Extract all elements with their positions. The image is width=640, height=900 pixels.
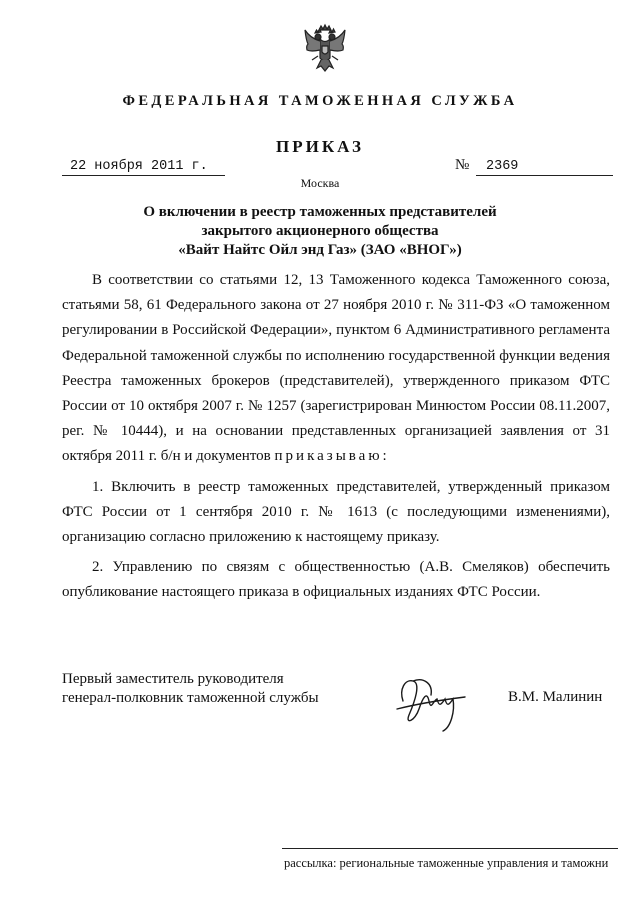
subject-line: закрытого акционерного общества [201,223,439,239]
order-date: 22 ноября 2011 г. [62,158,225,176]
document-type: ПРИКАЗ [276,137,364,156]
preamble-text: В соответствии со статьями 12, 13 Таможенного кодекса Таможенного союза, статьями 58, 61 Федерального закона от 27 ноября 2010 г. № 311-ФЗ «О таможенном регулировании в Российской Федерации», пунктом 6 Административного регламента Федеральной таможенной службы по исполнению государственной функции ведения Реестра таможенных брокеров (представителей), утвержденного приказом ФТС России от 10 октября 2007 г. № 1257 (зарегистрирован Минюстом России 08.11.2007, рег. № 10444), и на основании представленных организацией заявления от 31 октября 2011 г. б/н и документов [62,272,610,465]
footer-divider [282,848,618,849]
city: Москва [300,176,340,190]
signatory-position [62,670,319,708]
agency-title: ФЕДЕРАЛЬНАЯ ТАМОЖЕННАЯ СЛУЖБА [122,93,518,109]
order-item-2: 2. Управлению по связям с общественностью (А.В. Смеляков) обеспечить опубликование настоящего приказа в официальных изданиях ФТС России. [62,559,610,601]
order-subject [0,203,640,260]
distribution-list: рассылка: региональные таможенные управления и таможни [284,856,609,870]
order-item-1: 1. Включить в реестр таможенных представителей, утвержденный приказом ФТС России от 1 сентября 2010 г. № 1613 (с последующими изменениями), организацию согласно приложению к настоящему приказу. [62,478,610,546]
preamble-paragraph [62,268,610,470]
signatory-name: В.М. Малинин [508,689,603,705]
position-line: Первый заместитель руководителя [62,671,284,687]
position-line: генерал-полковник таможенной службы [62,690,319,706]
handwritten-signature-icon [393,671,473,733]
order-number: 2369 [476,158,613,176]
order-word: приказываю: [274,448,390,465]
order-body [62,268,610,606]
subject-line: «Вайт Найтс Ойл энд Газ» (ЗАО «ВНОГ») [178,242,462,258]
subject-line: О включении в реестр таможенных представителей [143,204,497,220]
russian-coat-of-arms-icon [302,22,348,74]
number-sign: № [455,157,470,173]
